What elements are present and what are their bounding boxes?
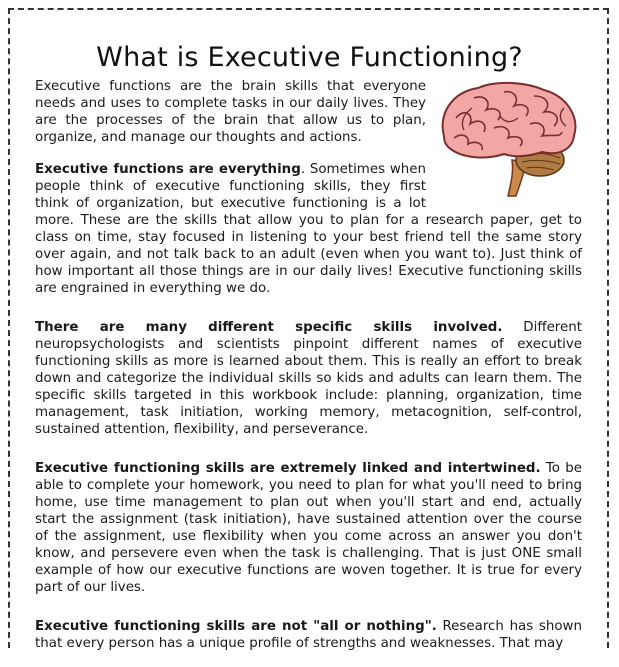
paragraph-text: . Sometimes when people think of executive functioning skills, they first think of organization, but executive functioning is a lot more. These are the skills that allow you to plan for a research paper, get to class on time, stay focused in listening to your best friend tell the same story over again, and not talk back to an adult (even when you want to). Just think of how important all those things are in our daily lives! Executive functioning skills are engrained in everything we do.: [35, 162, 582, 296]
paragraph-text: Executive functions are the brain skills that everyone needs and uses to complete tasks in our daily lives. They are the processes of the brain that allow us to plan, organize, and manage our thoughts and actions.: [35, 79, 426, 145]
paragraph-specific-skills: [35, 319, 582, 438]
document-body: [35, 78, 582, 667]
paragraph-lead: There are many different specific skills involved.: [35, 320, 503, 335]
paragraph-intertwined: [35, 460, 582, 596]
brain-illustration: [434, 78, 582, 198]
paragraph-lead: Executive functioning skills are not "all or nothing".: [35, 619, 437, 634]
paragraph-text: Different neuropsychologists and scientists pinpoint different names of executive functioning skills as more is learned about them. This is really an effort to break down and categorize the individual skills so kids and adults can learn them. The specific skills targeted in this workbook include: planning, organization, time management, task initiation, working memory, metacognition, self-control, sustained attention, flexibility, and perseverance.: [35, 320, 582, 437]
paragraph-text: To be able to complete your homework, you need to plan for what you'll need to bring home, use time management to plan out when you'll start and end, actually start the assignment (task initiation), have sustained attention over the course of the assignment, use flexibility when you come across an answer you don't know, and persevere even when the task is challenging. That is just ONE small example of how our executive functions are woven together. It is true for every part of our lives.: [35, 461, 582, 595]
paragraph-text: Research has shown that every person has a unique profile of strengths and weaknesses. That may: [35, 619, 582, 651]
paragraph-lead: Executive functions are everything: [35, 162, 301, 177]
page-title: What is Executive Functioning?: [96, 42, 523, 74]
paragraph-lead: Executive functioning skills are extremely linked and intertwined.: [35, 461, 541, 476]
paragraph-intro: [35, 78, 582, 146]
paragraph-all-or-nothing: [35, 618, 582, 652]
